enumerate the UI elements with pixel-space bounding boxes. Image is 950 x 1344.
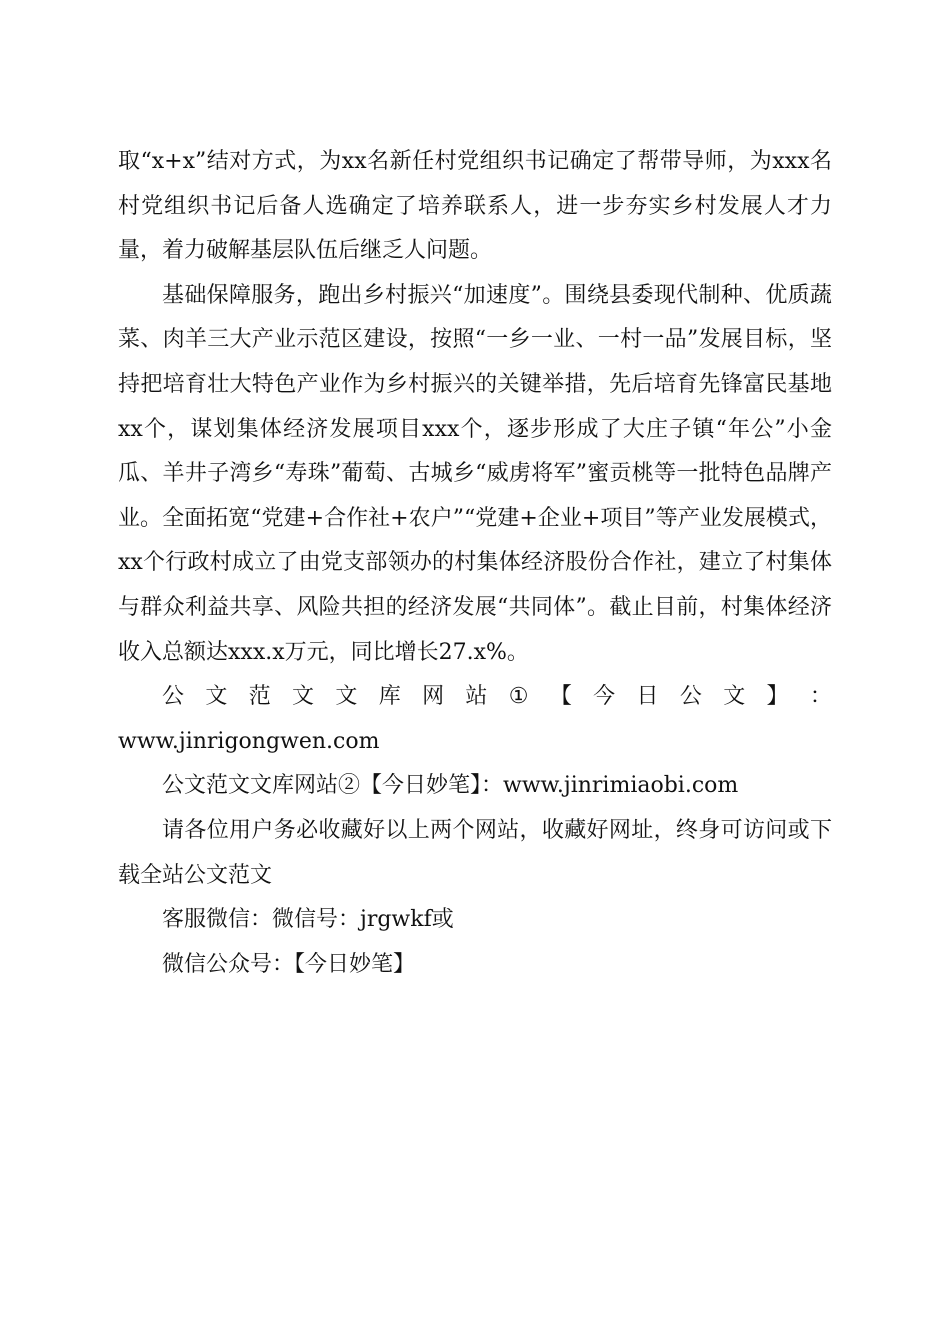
site-1-label-char: 库 (378, 684, 401, 710)
site-1-label-char: 日 (636, 684, 659, 710)
site-1-label-char: 】 (766, 684, 789, 710)
site-1-url: www.jinrigongwen.com (118, 728, 380, 754)
site-1-label-char: 文 (723, 684, 746, 710)
site-1-label-char: 文 (205, 684, 228, 710)
service-wechat-line: 客服微信：微信号：jrgwkf或 (162, 907, 454, 933)
paragraph-1: 取“x+x”结对方式，为xx名新任村党组织书记确定了帮带导师，为xxx名村党组织书记后备人选确定了培养联系人，进一步夯实乡村发展人才力量，着力破解基层队伍后继乏人问题。 (118, 149, 832, 264)
site-1-label-char: 文 (335, 684, 358, 710)
document-body (118, 140, 832, 987)
site-1-label-char: 今 (593, 684, 616, 710)
public-account-line: 微信公众号：【今日妙笔】 (162, 951, 416, 977)
site-1-label-char: 公 (162, 684, 185, 710)
site-1-label-char: 文 (292, 684, 315, 710)
site-1-label-char: 【 (549, 684, 572, 710)
site-1-label (118, 675, 832, 720)
paragraph-2: 基础保障服务，跑出乡村振兴“加速度”。围绕县委现代制种、优质蔬菜、肉羊三大产业示范区建设，按照“一乡一业、一村一品”发展目标，坚持把培育壮大特色产业作为乡村振兴的关键举措，先后培育先锋富民基地xx个，谋划集体经济发展项目xxx个，逐步形成了大庄子镇“年公”小金瓜、羊井子湾乡“寿珠”葡萄、古城乡“威虏将军”蜜贡桃等一批特色品牌产业。全面拓宽“党建+合作社+农户”“党建+企业+项目”等产业发展模式，xx个行政村成立了由党支部领办的村集体经济股份合作社，建立了村集体与群众利益共享、风险共担的经济发展“共同体”。截止目前，村集体经济收入总额达xxx.x万元，同比增长27.x%。 (118, 282, 832, 665)
site-1-label-char: ： (809, 684, 832, 710)
site-1-block (118, 675, 832, 764)
site-1-label-char: 范 (248, 684, 271, 710)
notice-paragraph: 请各位用户务必收藏好以上两个网站，收藏好网址，终身可访问或下载全站公文范文 (118, 817, 832, 888)
site-1-label-char: 站 (465, 684, 488, 710)
site-1-label-char: 网 (422, 684, 445, 710)
site-1-label-char: ① (508, 684, 529, 710)
site-1-label-char: 公 (679, 684, 702, 710)
site-2-line: 公文范文文库网站②【今日妙笔】：www.jinrimiaobi.com (162, 773, 739, 799)
